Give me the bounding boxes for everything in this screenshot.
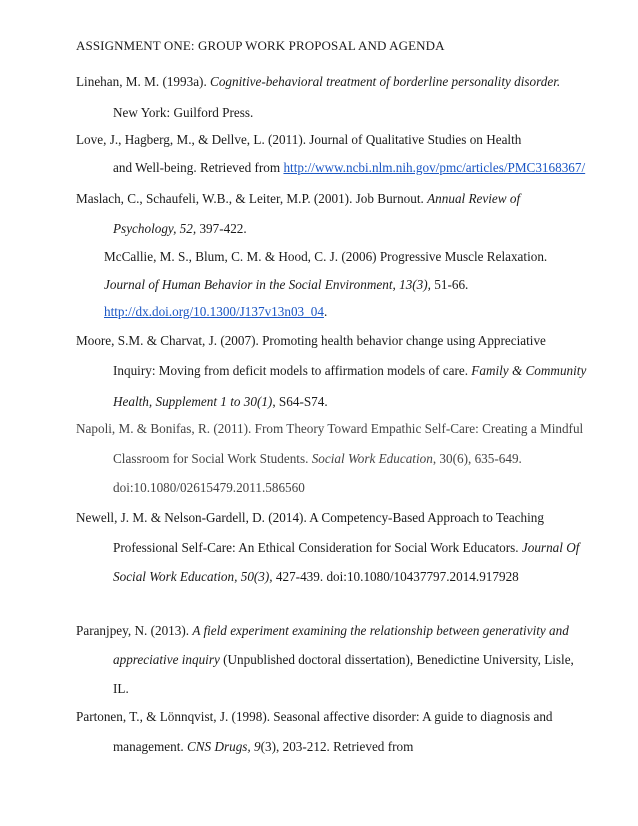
ref-volume: , 52, bbox=[173, 221, 197, 236]
ref-journal: Social Work Education bbox=[113, 569, 235, 584]
ref-volume: , 50(3), bbox=[234, 569, 273, 584]
reference-moore-line2 bbox=[113, 363, 586, 379]
ref-punct: . bbox=[323, 304, 328, 319]
reference-moore-line1: Moore, S.M. & Charvat, J. (2007). Promoting health behavior change using Appreciative bbox=[76, 333, 546, 348]
ref-text: and Well-being. Retrieved from bbox=[113, 160, 284, 175]
ref-journal: Psychology bbox=[113, 221, 174, 236]
reference-maslach-line1 bbox=[76, 191, 520, 207]
reference-paranjpey-line3: IL. bbox=[113, 681, 129, 696]
ref-text: (Unpublished doctoral dissertation), Benedictine University, Lisle, bbox=[219, 652, 574, 667]
ref-pages: , S64-S74. bbox=[272, 394, 328, 409]
ref-text: Classroom for Social Work Students. bbox=[113, 451, 312, 466]
reference-linehan-line1 bbox=[76, 74, 560, 90]
ref-title: appreciative inquiry bbox=[113, 652, 220, 667]
reference-mccallie-line2 bbox=[104, 277, 468, 293]
reference-love-line2 bbox=[113, 160, 585, 176]
ref-journal: Journal of Human Behavior in the Social Environment bbox=[104, 277, 393, 292]
ref-title: A field experiment examining the relationship between generativity and bbox=[192, 623, 569, 638]
ref-pages: (3), 203-212. Retrieved from bbox=[260, 739, 414, 754]
ref-pages: 397-422. bbox=[196, 221, 247, 236]
love-url-link[interactable]: http://www.ncbi.nlm.nih.gov/pmc/articles/PMC3168367/ bbox=[283, 160, 586, 175]
mccallie-doi-link[interactable]: http://dx.doi.org/10.1300/J137v13n03_04 bbox=[104, 304, 324, 319]
ref-title: Cognitive-behavioral treatment of borderline personality disorder. bbox=[210, 74, 561, 89]
reference-newell-line3 bbox=[113, 569, 519, 585]
ref-journal: Family & Community bbox=[471, 363, 587, 378]
reference-love-line1: Love, J., Hagberg, M., & Dellve, L. (2011). Journal of Qualitative Studies on Health bbox=[76, 132, 522, 147]
ref-pages: 427-439. doi:10.1080/10437797.2014.917928 bbox=[272, 569, 519, 584]
ref-text: management. bbox=[113, 739, 187, 754]
reference-napoli-line1: Napoli, M. & Bonifas, R. (2011). From Theory Toward Empathic Self-Care: Creating a Mindful bbox=[76, 421, 584, 436]
reference-paranjpey-line2 bbox=[113, 652, 574, 668]
ref-journal: Annual Review of bbox=[427, 191, 521, 206]
ref-journal: Social Work Education bbox=[311, 451, 433, 466]
ref-pages: 51-66. bbox=[430, 277, 469, 292]
ref-pages: (6), 635-649. bbox=[452, 451, 522, 466]
page-header: ASSIGNMENT ONE: GROUP WORK PROPOSAL AND AGENDA bbox=[76, 38, 445, 53]
ref-text: Linehan, M. M. (1993a). bbox=[76, 74, 211, 89]
reference-moore-line3 bbox=[113, 394, 328, 410]
ref-volume: , 13(3), bbox=[392, 277, 431, 292]
ref-volume: , 30 bbox=[432, 451, 453, 466]
reference-mccallie-line1: McCallie, M. S., Blum, C. M. & Hood, C. J. (2006) Progressive Muscle Relaxation. bbox=[104, 249, 548, 264]
ref-journal: CNS Drugs, 9 bbox=[186, 739, 261, 754]
reference-partonen-line2 bbox=[113, 739, 413, 755]
reference-napoli-line3: doi:10.1080/02615479.2011.586560 bbox=[113, 480, 305, 495]
ref-text: Inquiry: Moving from deficit models to affirmation models of care. bbox=[113, 363, 472, 378]
ref-text: Maslach, C., Schaufeli, W.B., & Leiter, M.P. (2001). Job Burnout. bbox=[76, 191, 428, 206]
ref-text: Paranjpey, N. (2013). bbox=[76, 623, 193, 638]
reference-newell-line2 bbox=[113, 540, 579, 556]
ref-text: Professional Self-Care: An Ethical Consideration for Social Work Educators. bbox=[113, 540, 522, 555]
reference-napoli-line2 bbox=[113, 451, 522, 467]
reference-newell-line1: Newell, J. M. & Nelson-Gardell, D. (2014). A Competency-Based Approach to Teaching bbox=[76, 510, 544, 525]
reference-partonen-line1: Partonen, T., & Lönnqvist, J. (1998). Seasonal affective disorder: A guide to diagnosis and bbox=[76, 709, 553, 724]
reference-paranjpey-line1 bbox=[76, 623, 569, 639]
ref-journal: Health, Supplement 1 to 30(1) bbox=[113, 394, 273, 409]
reference-mccallie-line3 bbox=[104, 304, 327, 320]
ref-journal: Journal Of bbox=[521, 540, 580, 555]
reference-linehan-line2: New York: Guilford Press. bbox=[113, 105, 254, 120]
reference-maslach-line2 bbox=[113, 221, 247, 237]
